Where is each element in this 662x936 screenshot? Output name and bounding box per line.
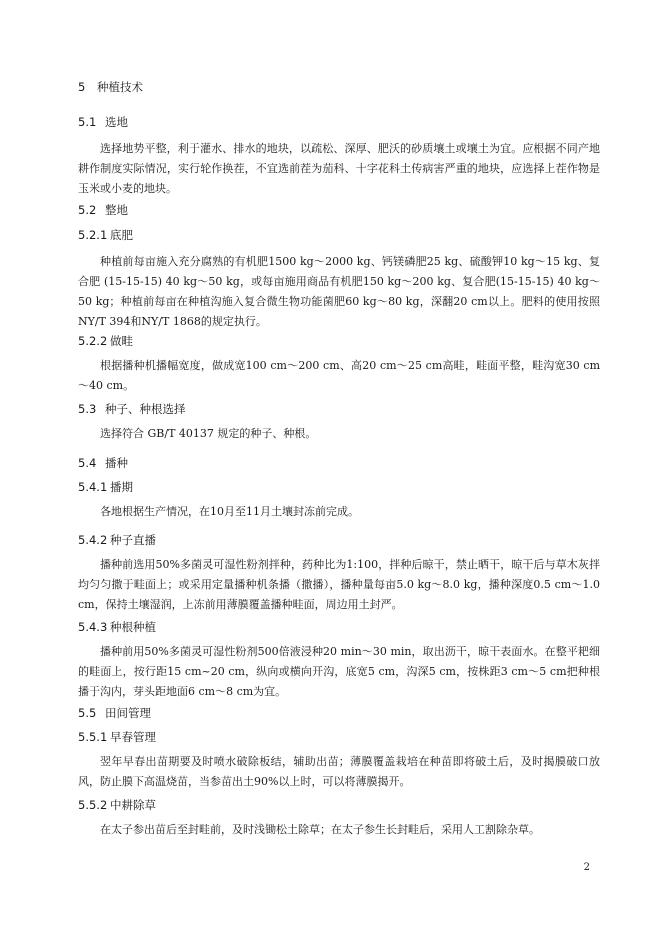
heading-5-2-2: [78, 334, 133, 349]
heading-5-4-2: [78, 533, 156, 548]
paragraph-5-5-1: 翌年早春出苗期要及时喷水破除板结，辅助出苗；薄膜覆盖栽培在种苗即将破土后，及时揭膜破口放风，防止膜下高温烧苗，当参苗出土90%以上时，可以将薄膜揭开。: [78, 755, 600, 788]
section-title: 种植技术: [97, 80, 143, 94]
section-number: 5.2.1: [78, 228, 108, 242]
heading-5: [78, 80, 143, 95]
paragraph-5-5-2: 在太子参出苗后至封畦前，及时浅锄松土除草；在太子参生长封畦后，采用人工割除杂草。: [100, 823, 540, 836]
paragraph-5-2-1: 种植前每亩施入充分腐熟的有机肥1500 kg～2000 kg、钙镁磷肥25 kg、硫酸钾10 kg～15 kg、复合肥 (15-15-15) 40 kg～50 kg，或每亩施用商品有机肥150 kg～200 kg、复合肥(15-15-15) 40 kg～50 kg；种植前每亩在种植沟施入复合微生物功能菌肥60 kg～80 kg，深翻20 cm以上。肥料的使用按照NY/T 394和NY/T 1868的规定执行。: [78, 255, 600, 328]
paragraph-5-2-2: 根据播种机播幅宽度，做成宽100 cm～200 cm、高20 cm～25 cm高畦，畦面平整，畦沟宽30 cm～40 cm。: [78, 359, 600, 392]
section-title: 种子直播: [110, 533, 156, 547]
heading-5-5: [78, 706, 151, 721]
page-number: 2: [583, 862, 590, 873]
section-title: 种子、种根选择: [105, 402, 186, 416]
section-number: 5.5.2: [78, 798, 108, 812]
heading-5-2-1: [78, 228, 133, 243]
heading-5-5-2: [78, 798, 156, 813]
section-title: 播期: [110, 480, 133, 494]
heading-5-5-1: [78, 730, 156, 745]
heading-5-4-3: [78, 620, 156, 635]
section-title: 做畦: [110, 334, 133, 348]
heading-5-4: [78, 456, 128, 471]
paragraph-5-3: 选择符合 GB/T 40137 规定的种子、种根。: [100, 427, 317, 440]
heading-5-1: [78, 115, 128, 130]
heading-5-3: [78, 402, 186, 417]
heading-5-2: [78, 203, 128, 218]
section-number: 5.4.1: [78, 480, 108, 494]
section-title: 种根种植: [110, 620, 156, 634]
section-number: 5.4: [78, 456, 97, 470]
paragraph-5-4-2: 播种前选用50%多菌灵可湿性粉剂拌种，药种比为1:100，拌种后晾干，禁止晒干，晾干后与草木灰拌均匀匀撒于畦面上；或采用定量播种机条播（撒播），播种量每亩5.0 kg～8.0 kg，播种深度0.5 cm～1.0 cm，保持土壤湿润，上冻前用薄膜覆盖播种畦面，周边用土封严。: [78, 558, 600, 611]
paragraph-5-1: 选择地势平整，利于灌水、排水的地块，以疏松、深厚、肥沃的砂质壤土或壤土为宜。应根据不同产地耕作制度实际情况，实行轮作换茬，不宜选前茬为茄科、十字花科土传病害严重的地块，应选择上茬作物是玉米或小麦的地块。: [78, 142, 600, 195]
section-title: 底肥: [110, 228, 133, 242]
section-number: 5.1: [78, 115, 97, 129]
paragraph-5-4-1: 各地根据生产情况，在10月至11月土壤封冻前完成。: [100, 505, 359, 518]
section-title: 中耕除草: [110, 798, 156, 812]
section-number: 5.2.2: [78, 334, 108, 348]
section-title: 整地: [105, 203, 128, 217]
section-title: 播种: [105, 456, 128, 470]
section-number: 5.2: [78, 203, 97, 217]
section-number: 5.4.2: [78, 533, 108, 547]
paragraph-5-4-3: 播种前用50%多菌灵可湿性粉剂500倍液浸种20 min～30 min，取出沥干，晾干表面水。在整平耙细的畦面上，按行距15 cm~20 cm，纵向或横向开沟，底宽5 cm，沟深5 cm，按株距3 cm～5 cm把种根播于沟内，芽头距地面6 cm～8 cm为宜。: [78, 645, 600, 698]
section-number: 5: [78, 80, 86, 94]
section-title: 选地: [105, 115, 128, 129]
section-title: 田间管理: [105, 706, 151, 720]
section-number: 5.5.1: [78, 730, 108, 744]
heading-5-4-1: [78, 480, 133, 495]
section-number: 5.5: [78, 706, 97, 720]
section-number: 5.4.3: [78, 620, 108, 634]
section-title: 早春管理: [110, 730, 156, 744]
section-number: 5.3: [78, 402, 97, 416]
